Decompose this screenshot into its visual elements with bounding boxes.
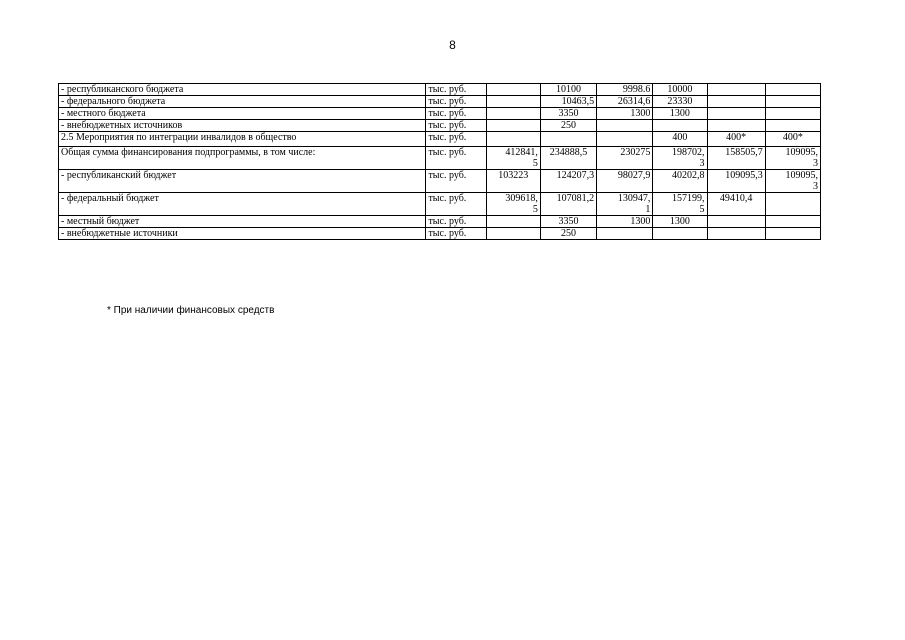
cell-c1 — [486, 120, 540, 132]
cell-c6 — [765, 216, 820, 228]
table-row — [59, 193, 821, 216]
cell-c4: 1300 — [653, 108, 707, 120]
cell-c5 — [707, 96, 765, 108]
cell-c4: 40202,8 — [653, 170, 707, 193]
cell-c5: 109095,3 — [707, 170, 765, 193]
cell-c6 — [765, 96, 820, 108]
cell-c2: 10100 — [540, 84, 596, 96]
cell-c5 — [707, 228, 765, 240]
cell-c3: 26314,6 — [597, 96, 653, 108]
cell-c3 — [597, 228, 653, 240]
cell-c3-line1: 130947, — [617, 193, 651, 204]
row-name: - местного бюджета — [59, 108, 426, 120]
cell-c6 — [765, 147, 820, 170]
cell-c3: 1300 — [597, 216, 653, 228]
cell-c1-line2: 5 — [532, 158, 538, 169]
cell-c2: 10463,5 — [540, 96, 596, 108]
cell-c4 — [653, 193, 707, 216]
row-unit: тыс. руб. — [426, 147, 486, 170]
row-unit: тыс. руб. — [426, 120, 486, 132]
row-unit: тыс. руб. — [426, 84, 486, 96]
cell-c1-line1: 412841, — [505, 147, 538, 158]
budget-table — [58, 83, 821, 240]
cell-c5: 158505,7 — [707, 147, 765, 170]
row-name: - федерального бюджета — [59, 96, 426, 108]
cell-c1 — [486, 108, 540, 120]
row-name: - федеральный бюджет — [59, 193, 426, 216]
cell-c3: 230275 — [597, 147, 653, 170]
cell-c4-line1: 198702, — [672, 147, 705, 158]
row-unit: тыс. руб. — [426, 132, 486, 147]
cell-c4-line2: 3 — [699, 158, 705, 169]
cell-c6 — [765, 84, 820, 96]
cell-c4 — [653, 228, 707, 240]
cell-c6-line2: 3 — [813, 181, 818, 192]
footnote: * При наличии финансовых средств — [107, 305, 275, 316]
cell-c3: 9998.6 — [597, 84, 653, 96]
cell-c1 — [486, 193, 540, 216]
cell-c4-line1: 157199, — [672, 193, 705, 204]
cell-c2 — [540, 132, 596, 147]
cell-c5 — [707, 108, 765, 120]
row-unit: тыс. руб. — [426, 170, 486, 193]
row-unit: тыс. руб. — [426, 96, 486, 108]
row-name: - внебюджетных источников — [59, 120, 426, 132]
cell-c6 — [765, 228, 820, 240]
table-row — [59, 147, 821, 170]
table-row — [59, 228, 821, 240]
cell-c2: 234888,5 — [540, 147, 596, 170]
cell-c3 — [597, 120, 653, 132]
cell-c4: 1300 — [653, 216, 707, 228]
cell-c1 — [486, 96, 540, 108]
row-name: - местный бюджет — [59, 216, 426, 228]
cell-c1 — [486, 84, 540, 96]
row-name: 2.5 Мероприятия по интеграции инвалидов в общество — [59, 132, 426, 147]
cell-c2: 124207,3 — [540, 170, 596, 193]
cell-c1: 103223 — [486, 170, 540, 193]
page-number: 8 — [449, 38, 456, 52]
cell-c6 — [765, 170, 820, 193]
table-row — [59, 108, 821, 120]
row-unit: тыс. руб. — [426, 193, 486, 216]
table-row — [59, 132, 821, 147]
cell-c4: 10000 — [653, 84, 707, 96]
cell-c2: 250 — [540, 228, 596, 240]
cell-c4: 23330 — [653, 96, 707, 108]
table-row — [59, 120, 821, 132]
table-row — [59, 96, 821, 108]
cell-c1 — [486, 147, 540, 170]
cell-c2: 107081,2 — [540, 193, 596, 216]
row-unit: тыс. руб. — [426, 228, 486, 240]
cell-c1 — [486, 228, 540, 240]
cell-c6 — [765, 108, 820, 120]
cell-c4 — [653, 120, 707, 132]
cell-c3 — [597, 132, 653, 147]
cell-c6 — [765, 120, 820, 132]
cell-c6-line2: 3 — [813, 158, 818, 169]
cell-c2: 250 — [540, 120, 596, 132]
cell-c3 — [597, 193, 653, 216]
row-name: - республиканского бюджета — [59, 84, 426, 96]
row-name: - республиканский бюджет — [59, 170, 426, 193]
row-name: - внебюджетные источники — [59, 228, 426, 240]
cell-c1 — [486, 216, 540, 228]
cell-c6 — [765, 193, 820, 216]
cell-c6: 400* — [765, 132, 820, 147]
cell-c5 — [707, 120, 765, 132]
table-row — [59, 216, 821, 228]
cell-c4 — [653, 147, 707, 170]
cell-c4-line2: 5 — [699, 204, 705, 215]
table-row — [59, 170, 821, 193]
cell-c5 — [707, 216, 765, 228]
cell-c5 — [707, 84, 765, 96]
row-unit: тыс. руб. — [426, 108, 486, 120]
table-row — [59, 84, 821, 96]
cell-c3: 1300 — [597, 108, 653, 120]
cell-c6-line1: 109095, — [785, 170, 818, 181]
cell-c3-line2: 1 — [645, 204, 651, 215]
cell-c1 — [486, 132, 540, 147]
cell-c6-line1: 109095, — [785, 147, 818, 158]
row-unit: тыс. руб. — [426, 216, 486, 228]
cell-c5: 49410,4 — [707, 193, 765, 216]
cell-c5: 400* — [707, 132, 765, 147]
row-name: Общая сумма финансирования подпрограммы, в том числе: — [59, 147, 426, 170]
cell-c4: 400 — [653, 132, 707, 147]
cell-c1-line2: 5 — [532, 204, 538, 215]
cell-c2: 3350 — [540, 108, 596, 120]
cell-c2: 3350 — [540, 216, 596, 228]
cell-c1-line1: 309618, — [505, 193, 538, 204]
cell-c3: 98027,9 — [597, 170, 653, 193]
